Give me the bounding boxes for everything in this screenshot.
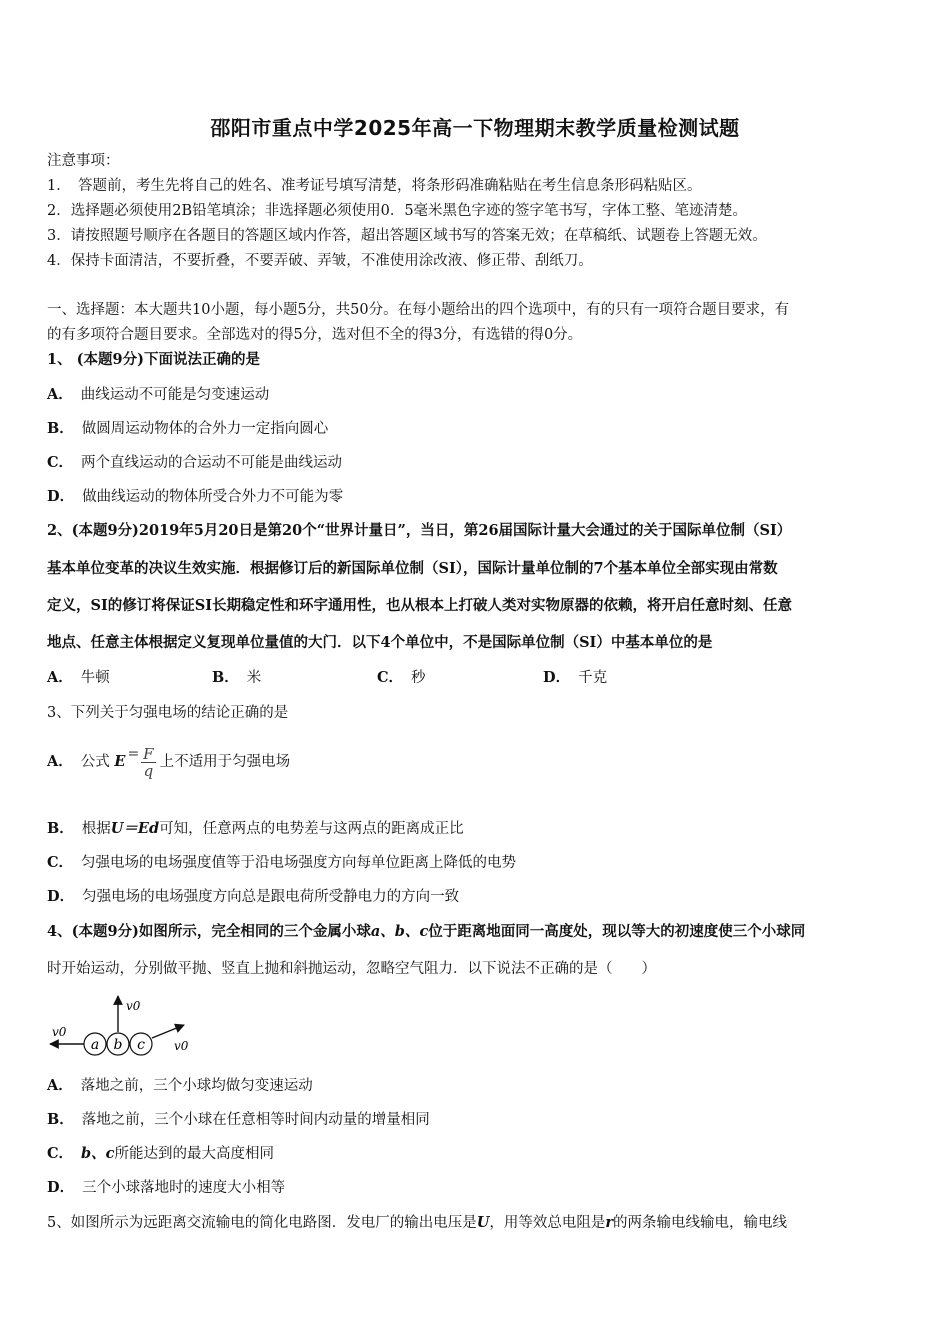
fraction-numerator: F <box>143 744 154 763</box>
option-text: 做圆周运动物体的合外力一定指向圆心 <box>81 421 329 437</box>
option-variables: b、c <box>81 1145 115 1162</box>
question-4-line-2: 时开始运动，分别做平抛、竖直上抛和斜抛运动，忽略空气阻力．以下说法不正确的是（ ） <box>47 961 656 977</box>
option-text: 秒 <box>411 670 426 686</box>
question-4-option-c <box>47 1144 907 1164</box>
question-5-text-middle: ，用等效总电阻是 <box>489 1215 606 1231</box>
notice-item-4: 4．保持卡面清洁，不要折叠，不要弄破、弄皱，不准使用涂改液、修正带、刮纸刀。 <box>47 253 593 269</box>
question-1-option-d <box>47 487 907 507</box>
question-4-option-d <box>47 1178 907 1198</box>
option-text: 两个直线运动的合运动不可能是曲线运动 <box>81 455 343 471</box>
option-text: 三个小球落地时的速度大小相等 <box>82 1180 286 1196</box>
notice-item-2: 2．选择题必须使用2B铅笔填涂；非选择题必须使用0．5毫米黑色字迹的签字笔书写，字体工整、笔迹清楚。 <box>47 203 748 219</box>
question-3-option-a <box>47 742 907 782</box>
question-5-line-1 <box>47 1213 907 1233</box>
option-text-suffix: 可知，任意两点的电势差与这两点的距离成正比 <box>159 821 464 837</box>
question-2-line-3: 定义，SI的修订将保证SI长期稳定性和环宇通用性，也从根本上打破人类对实物原器的依赖，将开启任意时刻、任意 <box>47 597 793 614</box>
question-2-option-a <box>47 668 110 688</box>
option-label: A． <box>47 386 73 403</box>
question-1-option-a <box>47 385 907 405</box>
question-2-line-4: 地点、任意主体根据定义复现单位量值的大门．以下4个单位中，不是国际单位制（SI）中基本单位的是 <box>47 634 713 651</box>
option-label: B． <box>47 1111 74 1128</box>
question-4-line-1 <box>47 922 907 942</box>
option-label: B． <box>47 820 74 837</box>
question-2-option-b <box>212 668 261 688</box>
question-5-text-prefix: 5、如图所示为远距离交流输电的简化电路图．发电厂的输出电压是 <box>47 1215 477 1231</box>
question-3-option-b <box>47 819 907 839</box>
formula-equals: = <box>127 746 140 762</box>
option-label: A． <box>47 669 73 686</box>
question-5-text-suffix: 的两条输电线输电，输电线 <box>613 1215 788 1231</box>
option-label: A． <box>47 1077 73 1094</box>
question-2-line-2: 基本单位变革的决议生效实施．根据修订后的新国际单位制（SI），国际计量单位制的7个基本单位全部实现由常数 <box>47 560 778 577</box>
option-text: 曲线运动不可能是匀变速运动 <box>80 387 270 403</box>
question-4-option-b <box>47 1110 907 1130</box>
section-instructions-line-2: 的有多项符合题目要求。全部选对的得5分，选对但不全的得3分，有选错的得0分。 <box>47 327 583 343</box>
fraction-f-over-q <box>141 746 155 779</box>
ball-b-label: b <box>113 1037 123 1053</box>
option-text: 落地之前，三个小球均做匀变速运动 <box>80 1078 313 1094</box>
question-4-text-suffix: 位于距离地面同一高度处，现以等大的初速度使三个小球同 <box>428 923 806 940</box>
option-text: 做曲线运动的物体所受合外力不可能为零 <box>82 489 344 505</box>
question-2-option-d <box>543 668 607 688</box>
variable-r: r <box>605 1214 614 1231</box>
option-text: 千克 <box>578 670 608 686</box>
option-text: 匀强电场的电场强度值等于沿电场强度方向每单位距离上降低的电势 <box>81 855 517 871</box>
ball-c-label: c <box>137 1037 145 1053</box>
question-3-option-d <box>47 887 907 907</box>
option-text-prefix: 根据 <box>81 821 111 837</box>
projectile-figure <box>46 992 196 1056</box>
option-label: D． <box>47 1179 75 1196</box>
notice-item-1: 1． 答题前，考生先将自己的姓名、准考证号填写清楚，将条形码准确粘贴在考生信息条形码粘贴区。 <box>47 178 702 194</box>
left-velocity-label: v0 <box>52 1025 67 1039</box>
notice-item-3: 3．请按照题号顺序在各题目的答题区域内作答，超出答题区域书写的答案无效；在草稿纸、试题卷上答题无效。 <box>47 228 767 244</box>
section-instructions-line-1: 一、选择题：本大题共10小题，每小题5分，共50分。在每小题给出的四个选项中，有的只有一项符合题目要求，有 <box>47 302 790 318</box>
option-text-suffix: 上不适用于匀强电场 <box>159 754 291 770</box>
option-label: C． <box>377 669 404 686</box>
question-1-stem: 1、 (本题9分)下面说法正确的是 <box>47 351 260 368</box>
oblique-velocity-arrow <box>152 1025 184 1038</box>
option-label: D． <box>47 488 75 505</box>
question-4-option-a <box>47 1076 907 1096</box>
option-text: 匀强电场的电场强度方向总是跟电荷所受静电力的方向一致 <box>82 889 460 905</box>
option-text: 所能达到的最大高度相同 <box>114 1146 275 1162</box>
option-text: 米 <box>246 670 262 686</box>
up-velocity-label: v0 <box>126 999 141 1013</box>
notice-heading: 注意事项： <box>47 153 120 169</box>
question-3-option-c <box>47 853 907 873</box>
question-1-option-c <box>47 453 907 473</box>
option-text-prefix: 公式 <box>80 754 110 770</box>
option-text: 落地之前，三个小球在任意相等时间内动量的增量相同 <box>81 1112 430 1128</box>
formula-variable-e: E <box>114 753 126 770</box>
option-label: A． <box>47 753 73 770</box>
page-title: 邵阳市重点中学2025年高一下物理期末教学质量检测试题 <box>210 116 740 140</box>
fraction-denominator: q <box>143 761 154 780</box>
option-label: D． <box>47 888 75 905</box>
option-label: B． <box>212 669 239 686</box>
option-label: C． <box>47 854 74 871</box>
variable-u: U <box>476 1214 490 1231</box>
question-2-option-c <box>377 668 426 688</box>
question-4-ball-labels: a、b、c <box>370 923 429 940</box>
option-text: 牛顿 <box>80 670 110 686</box>
formula-u-ed: U＝Ed <box>110 820 160 837</box>
option-label: C． <box>47 1145 74 1162</box>
question-4-text-prefix: 4、(本题9分)如图所示，完全相同的三个金属小球 <box>47 923 371 940</box>
question-2-line-1: 2、(本题9分)2019年5月20日是第20个“世界计量日”，当日，第26届国际计量大会通过的关于国际单位制（SI） <box>47 522 792 539</box>
ball-a-label: a <box>90 1037 100 1053</box>
option-label: B． <box>47 420 74 437</box>
option-label: D． <box>543 669 571 686</box>
right-velocity-label: v0 <box>174 1039 189 1053</box>
question-1-option-b <box>47 419 907 439</box>
question-3-stem: 3、下列关于匀强电场的结论正确的是 <box>47 705 289 721</box>
option-label: C． <box>47 454 74 471</box>
